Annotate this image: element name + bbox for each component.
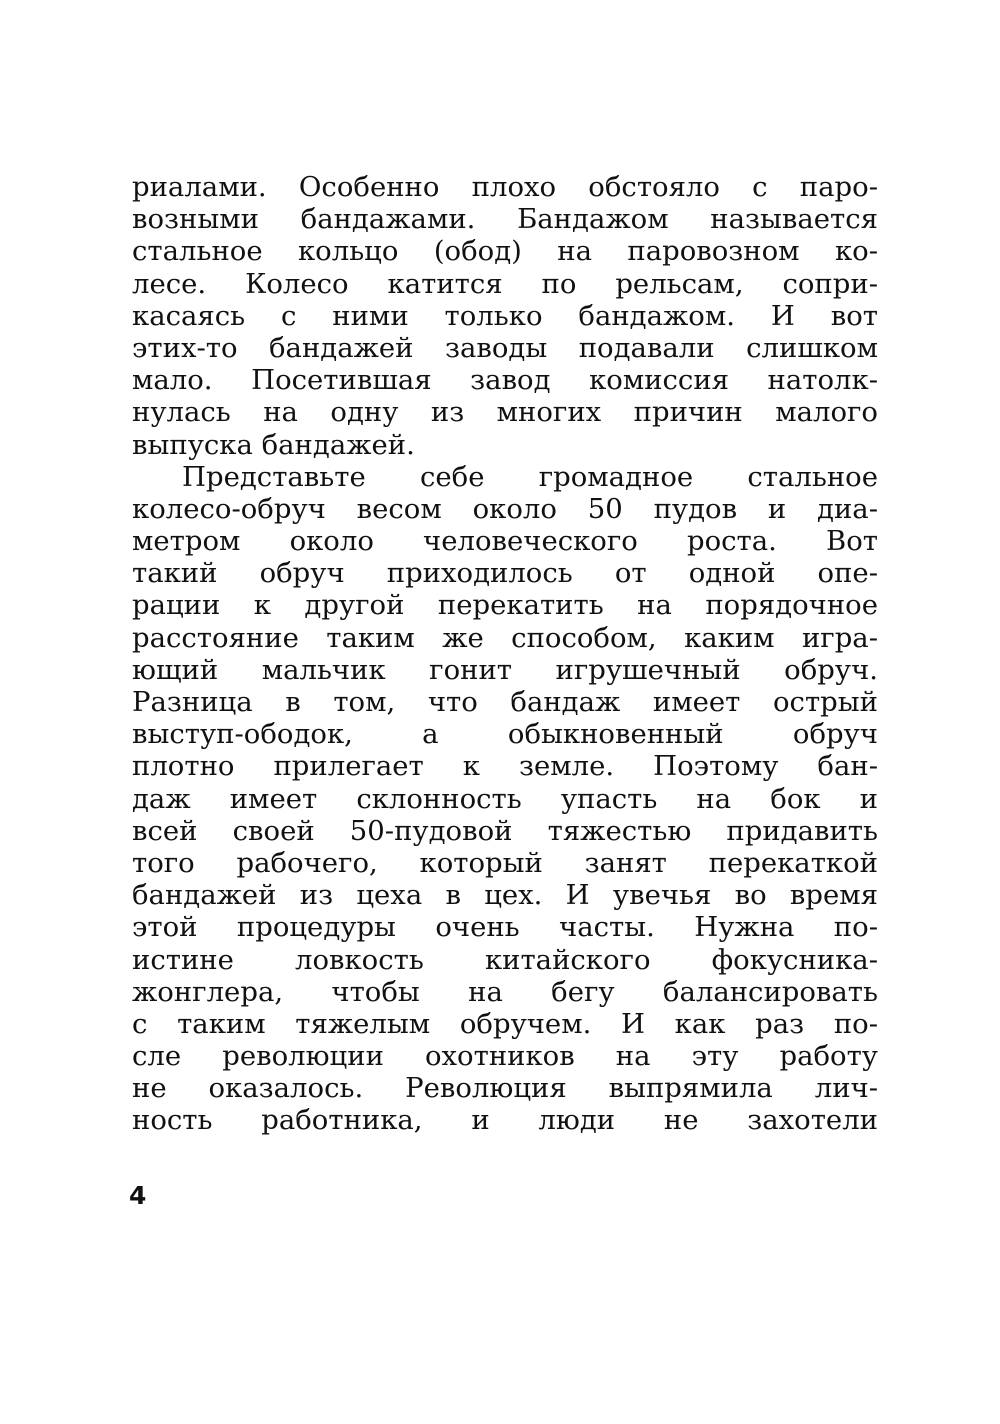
text-line: рации к другой перекатить на порядочное bbox=[132, 589, 878, 622]
text-line: с таким тяжелым обручем. И как раз по- bbox=[132, 1007, 878, 1040]
text-line: касаясь с ними только бандажом. И вот bbox=[132, 299, 878, 332]
text-line: даж имеет склонность упасть на бок и bbox=[132, 782, 878, 815]
text-line: истине ловкость китайского фокусника- bbox=[132, 943, 878, 976]
text-line: возными бандажами. Бандажом называется bbox=[132, 203, 878, 236]
text-line: мало. Посетившая завод комиссия натолк- bbox=[132, 364, 878, 397]
text-line: Представьте себе громадное стальное bbox=[182, 460, 878, 493]
text-line: нулась на одну из многих причин малого bbox=[132, 396, 878, 429]
text-line: ющий мальчик гонит игрушечный обруч. bbox=[132, 653, 878, 686]
text-line: риалами. Особенно плохо обстояло с паро- bbox=[132, 171, 878, 203]
text-line: всей своей 50-пудовой тяжестью придавить bbox=[132, 814, 878, 847]
body-text bbox=[132, 171, 878, 1137]
text-line: такий обруч приходилось от одной опе- bbox=[132, 557, 878, 590]
text-line: расстояние таким же способом, каким игра- bbox=[132, 621, 878, 654]
page-number: 4 bbox=[129, 1181, 147, 1210]
text-line: сле революции охотников на эту работу bbox=[132, 1040, 878, 1073]
text-line: жонглера, чтобы на бегу балансировать bbox=[132, 975, 878, 1008]
text-line: колесо-обруч весом около 50 пудов и диа- bbox=[132, 492, 878, 525]
text-line: выпуска бандажей. bbox=[132, 428, 415, 461]
text-line: стальное кольцо (обод) на паровозном ко- bbox=[132, 235, 878, 268]
text-line: плотно прилегает к земле. Поэтому бан- bbox=[132, 750, 878, 783]
text-line: этой процедуры очень часты. Нужна по- bbox=[132, 911, 878, 944]
text-line: выступ-ободок, а обыкновенный обруч bbox=[132, 718, 878, 751]
text-line: того рабочего, который занят перекаткой bbox=[132, 846, 878, 879]
text-line: не оказалось. Революция выпрямила лич- bbox=[132, 1072, 878, 1105]
text-line: Разница в том, что бандаж имеет острый bbox=[132, 686, 878, 718]
text-line: бандажей из цеха в цех. И увечья во время bbox=[132, 879, 878, 912]
text-line: ность работника, и люди не захотели bbox=[132, 1104, 878, 1137]
text-line: метром около человеческого роста. Вот bbox=[132, 525, 878, 558]
text-line: этих-то бандажей заводы подавали слишком bbox=[132, 331, 878, 364]
text-line: лесе. Колесо катится по рельсам, сопри- bbox=[132, 267, 878, 300]
